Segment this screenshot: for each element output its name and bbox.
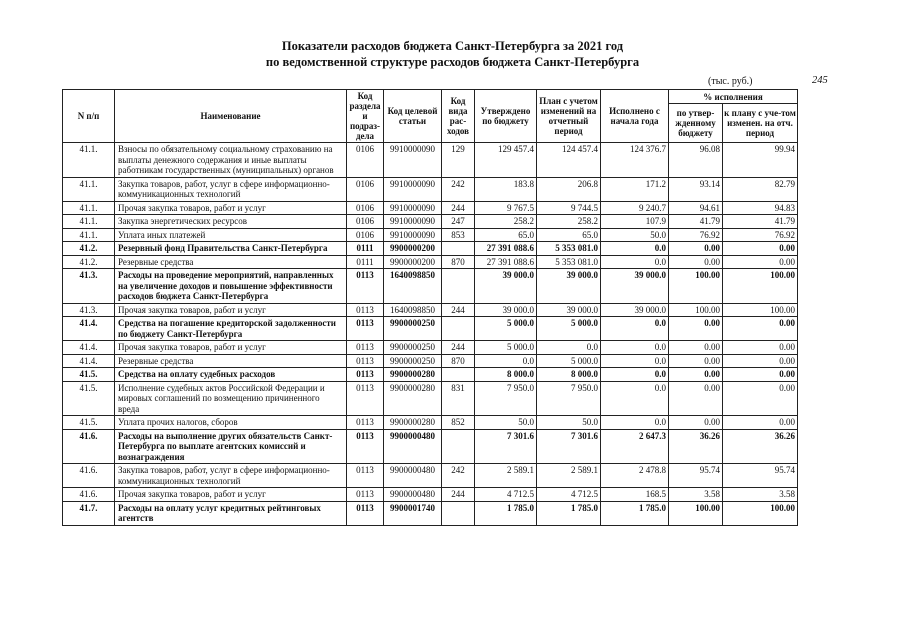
- header-plan: План с учетом изменений на отчетный период: [537, 90, 601, 143]
- row-statya: 9900001740: [384, 501, 442, 525]
- row-num: 41.1.: [63, 215, 115, 229]
- row-vid: 244: [442, 303, 475, 317]
- table-row: [63, 303, 798, 317]
- table-row: [63, 255, 798, 269]
- row-executed: 168.5: [601, 488, 669, 502]
- row-name: Резервные средства: [115, 354, 347, 368]
- row-razdel: 0113: [347, 501, 384, 525]
- row-plan: 258.2: [537, 215, 601, 229]
- row-statya: 9910000090: [384, 215, 442, 229]
- row-statya: 9900000200: [384, 242, 442, 256]
- row-num: 41.6.: [63, 488, 115, 502]
- row-statya: 9900000250: [384, 341, 442, 355]
- row-pct-approved: 76.92: [669, 228, 723, 242]
- row-num: 41.2.: [63, 255, 115, 269]
- row-vid: 852: [442, 416, 475, 430]
- row-statya: 9900000480: [384, 464, 442, 488]
- table-row: [63, 269, 798, 304]
- row-approved: 50.0: [475, 416, 537, 430]
- row-plan: 4 712.5: [537, 488, 601, 502]
- row-num: 41.4.: [63, 317, 115, 341]
- row-num: 41.1.: [63, 177, 115, 201]
- row-approved: 8 000.0: [475, 368, 537, 382]
- row-approved: 1 785.0: [475, 501, 537, 525]
- row-num: 41.4.: [63, 354, 115, 368]
- row-pct-plan: 0.00: [723, 416, 798, 430]
- row-executed: 107.9: [601, 215, 669, 229]
- row-num: 41.5.: [63, 416, 115, 430]
- row-num: 41.2.: [63, 242, 115, 256]
- table-row: [63, 488, 798, 502]
- row-razdel: 0113: [347, 317, 384, 341]
- row-razdel: 0111: [347, 255, 384, 269]
- header-pct-approved: по утвер-жденному бюджету: [669, 104, 723, 143]
- row-executed: 9 240.7: [601, 201, 669, 215]
- header-pct-group: % исполнения: [669, 90, 798, 104]
- row-pct-plan: 3.58: [723, 488, 798, 502]
- row-name: Резервный фонд Правительства Санкт-Петербурга: [115, 242, 347, 256]
- table-row: [63, 416, 798, 430]
- row-executed: 124 376.7: [601, 143, 669, 178]
- row-vid: [442, 368, 475, 382]
- row-razdel: 0106: [347, 177, 384, 201]
- row-plan: 2 589.1: [537, 464, 601, 488]
- row-pct-approved: 100.00: [669, 269, 723, 304]
- row-name: Закупка энергетических ресурсов: [115, 215, 347, 229]
- row-name: Уплата иных платежей: [115, 228, 347, 242]
- row-pct-approved: 93.14: [669, 177, 723, 201]
- row-num: 41.3.: [63, 303, 115, 317]
- row-name: Исполнение судебных актов Российской Федерации и мировых соглашений по возмещению причиненного вреда: [115, 381, 347, 416]
- row-executed: 39 000.0: [601, 303, 669, 317]
- row-pct-plan: 0.00: [723, 242, 798, 256]
- row-executed: 0.0: [601, 341, 669, 355]
- row-statya: 1640098850: [384, 269, 442, 304]
- row-approved: 7 950.0: [475, 381, 537, 416]
- row-executed: 0.0: [601, 416, 669, 430]
- row-approved: 0.0: [475, 354, 537, 368]
- row-pct-approved: 0.00: [669, 381, 723, 416]
- row-approved: 27 391 088.6: [475, 242, 537, 256]
- row-name: Прочая закупка товаров, работ и услуг: [115, 488, 347, 502]
- row-approved: 27 391 088.6: [475, 255, 537, 269]
- table-row: [63, 242, 798, 256]
- row-razdel: 0113: [347, 416, 384, 430]
- header-statya: Код целевой статьи: [384, 90, 442, 143]
- row-plan: 206.8: [537, 177, 601, 201]
- report-title: [0, 38, 905, 70]
- row-executed: 1 785.0: [601, 501, 669, 525]
- row-vid: [442, 269, 475, 304]
- row-plan: 1 785.0: [537, 501, 601, 525]
- row-num: 41.3.: [63, 269, 115, 304]
- row-approved: 39 000.0: [475, 269, 537, 304]
- row-approved: 2 589.1: [475, 464, 537, 488]
- row-plan: 7 301.6: [537, 429, 601, 464]
- row-approved: 258.2: [475, 215, 537, 229]
- row-name: Прочая закупка товаров, работ и услуг: [115, 303, 347, 317]
- row-pct-approved: 3.58: [669, 488, 723, 502]
- row-vid: [442, 429, 475, 464]
- row-pct-approved: 0.00: [669, 416, 723, 430]
- table-row: [63, 429, 798, 464]
- row-num: 41.1.: [63, 228, 115, 242]
- row-approved: 39 000.0: [475, 303, 537, 317]
- row-num: 41.1.: [63, 143, 115, 178]
- row-plan: 65.0: [537, 228, 601, 242]
- row-statya: 9900000200: [384, 255, 442, 269]
- row-name: Уплата прочих налогов, сборов: [115, 416, 347, 430]
- row-approved: 9 767.5: [475, 201, 537, 215]
- row-pct-plan: 0.00: [723, 317, 798, 341]
- row-executed: 171.2: [601, 177, 669, 201]
- row-statya: 9900000280: [384, 368, 442, 382]
- row-executed: 2 647.3: [601, 429, 669, 464]
- row-approved: 7 301.6: [475, 429, 537, 464]
- row-vid: 242: [442, 177, 475, 201]
- row-pct-plan: 0.00: [723, 354, 798, 368]
- row-razdel: 0113: [347, 464, 384, 488]
- table-body: [63, 143, 798, 526]
- row-vid: 870: [442, 354, 475, 368]
- row-pct-approved: 0.00: [669, 317, 723, 341]
- row-vid: [442, 242, 475, 256]
- row-pct-approved: 0.00: [669, 341, 723, 355]
- row-plan: 39 000.0: [537, 303, 601, 317]
- row-num: 41.6.: [63, 464, 115, 488]
- row-name: Прочая закупка товаров, работ и услуг: [115, 341, 347, 355]
- row-pct-approved: 96.08: [669, 143, 723, 178]
- row-vid: 244: [442, 341, 475, 355]
- report-title-line-2: по ведомственной структуре расходов бюджета Санкт-Петербурга: [265, 55, 640, 69]
- row-statya: 9910000090: [384, 177, 442, 201]
- row-name: Резервные средства: [115, 255, 347, 269]
- row-razdel: 0113: [347, 381, 384, 416]
- row-pct-plan: 82.79: [723, 177, 798, 201]
- row-executed: 0.0: [601, 354, 669, 368]
- row-vid: 247: [442, 215, 475, 229]
- row-plan: 39 000.0: [537, 269, 601, 304]
- row-plan: 5 000.0: [537, 317, 601, 341]
- header-vid: Код вида рас-ходов: [442, 90, 475, 143]
- row-pct-approved: 41.79: [669, 215, 723, 229]
- row-statya: 9900000480: [384, 488, 442, 502]
- row-statya: 9900000480: [384, 429, 442, 464]
- row-razdel: 0113: [347, 341, 384, 355]
- row-pct-plan: 100.00: [723, 303, 798, 317]
- row-pct-plan: 99.94: [723, 143, 798, 178]
- row-pct-approved: 0.00: [669, 255, 723, 269]
- table-row: [63, 341, 798, 355]
- row-vid: 129: [442, 143, 475, 178]
- row-plan: 50.0: [537, 416, 601, 430]
- row-pct-approved: 0.00: [669, 242, 723, 256]
- header-num: N п/п: [63, 90, 115, 143]
- row-approved: 65.0: [475, 228, 537, 242]
- row-pct-plan: 0.00: [723, 341, 798, 355]
- row-executed: 0.0: [601, 368, 669, 382]
- row-plan: 9 744.5: [537, 201, 601, 215]
- row-plan: 5 353 081.0: [537, 242, 601, 256]
- table-row: [63, 201, 798, 215]
- row-razdel: 0106: [347, 228, 384, 242]
- row-vid: 870: [442, 255, 475, 269]
- expenditure-table: [62, 89, 798, 526]
- row-pct-plan: 0.00: [723, 368, 798, 382]
- row-plan: 5 353 081.0: [537, 255, 601, 269]
- row-name: Расходы на выполнение других обязательств Санкт-Петербурга по выплате агентских комиссий и вознаграждения: [115, 429, 347, 464]
- row-vid: 853: [442, 228, 475, 242]
- row-approved: 5 000.0: [475, 341, 537, 355]
- row-razdel: 0106: [347, 143, 384, 178]
- row-razdel: 0113: [347, 303, 384, 317]
- row-name: Расходы на проведение мероприятий, направленных на увеличение доходов и повышение эффективности расходов бюджета Санкт-Петербурга: [115, 269, 347, 304]
- table-row: [63, 228, 798, 242]
- row-executed: 39 000.0: [601, 269, 669, 304]
- row-executed: 0.0: [601, 381, 669, 416]
- header-pct-plan: к плану с уче-том изменен. на отч. период: [723, 104, 798, 143]
- table-row: [63, 354, 798, 368]
- row-razdel: 0106: [347, 215, 384, 229]
- table-row: [63, 215, 798, 229]
- row-name: Прочая закупка товаров, работ и услуг: [115, 201, 347, 215]
- table-row: [63, 368, 798, 382]
- row-plan: 0.0: [537, 341, 601, 355]
- row-razdel: 0106: [347, 201, 384, 215]
- row-pct-plan: 41.79: [723, 215, 798, 229]
- row-pct-approved: 0.00: [669, 354, 723, 368]
- row-name: Расходы на оплату услуг кредитных рейтинговых агентств: [115, 501, 347, 525]
- row-executed: 0.0: [601, 242, 669, 256]
- row-pct-approved: 94.61: [669, 201, 723, 215]
- row-statya: 9900000250: [384, 354, 442, 368]
- row-pct-plan: 36.26: [723, 429, 798, 464]
- row-approved: 183.8: [475, 177, 537, 201]
- row-pct-approved: 95.74: [669, 464, 723, 488]
- row-pct-plan: 0.00: [723, 381, 798, 416]
- row-pct-plan: 100.00: [723, 269, 798, 304]
- row-num: 41.1.: [63, 201, 115, 215]
- row-name: Закупка товаров, работ, услуг в сфере информационно-коммуникационных технологий: [115, 177, 347, 201]
- row-pct-approved: 100.00: [669, 501, 723, 525]
- row-num: 41.7.: [63, 501, 115, 525]
- row-vid: 831: [442, 381, 475, 416]
- row-statya: 9900000250: [384, 317, 442, 341]
- row-name: Средства на оплату судебных расходов: [115, 368, 347, 382]
- row-plan: 7 950.0: [537, 381, 601, 416]
- row-pct-plan: 0.00: [723, 255, 798, 269]
- header-name: Наименование: [115, 90, 347, 143]
- row-vid: [442, 317, 475, 341]
- header-executed: Исполнено с начала года: [601, 90, 669, 143]
- row-pct-plan: 100.00: [723, 501, 798, 525]
- row-statya: 9910000090: [384, 228, 442, 242]
- row-executed: 50.0: [601, 228, 669, 242]
- row-vid: 242: [442, 464, 475, 488]
- row-razdel: 0113: [347, 368, 384, 382]
- row-vid: [442, 501, 475, 525]
- row-executed: 0.0: [601, 317, 669, 341]
- row-plan: 5 000.0: [537, 354, 601, 368]
- row-razdel: 0111: [347, 242, 384, 256]
- row-approved: 5 000.0: [475, 317, 537, 341]
- row-num: 41.5.: [63, 381, 115, 416]
- row-num: 41.6.: [63, 429, 115, 464]
- row-plan: 8 000.0: [537, 368, 601, 382]
- row-name: Средства на погашение кредиторской задолженности по бюджету Санкт-Петербурга: [115, 317, 347, 341]
- row-approved: 4 712.5: [475, 488, 537, 502]
- row-statya: 1640098850: [384, 303, 442, 317]
- row-plan: 124 457.4: [537, 143, 601, 178]
- table-row: [63, 177, 798, 201]
- row-name: Закупка товаров, работ, услуг в сфере информационно-коммуникационных технологий: [115, 464, 347, 488]
- row-executed: 0.0: [601, 255, 669, 269]
- page-number: 245: [812, 75, 828, 86]
- row-vid: 244: [442, 201, 475, 215]
- table-row: [63, 464, 798, 488]
- row-razdel: 0113: [347, 354, 384, 368]
- table-row: [63, 501, 798, 525]
- row-executed: 2 478.8: [601, 464, 669, 488]
- row-pct-approved: 100.00: [669, 303, 723, 317]
- table-row: [63, 143, 798, 178]
- row-statya: 9910000090: [384, 201, 442, 215]
- header-razdel: Код раздела и подраз-дела: [347, 90, 384, 143]
- row-razdel: 0113: [347, 488, 384, 502]
- row-num: 41.4.: [63, 341, 115, 355]
- row-statya: 9910000090: [384, 143, 442, 178]
- table-row: [63, 381, 798, 416]
- row-pct-plan: 94.83: [723, 201, 798, 215]
- row-statya: 9900000280: [384, 416, 442, 430]
- unit-label: (тыс. руб.): [708, 76, 753, 87]
- row-vid: 244: [442, 488, 475, 502]
- row-razdel: 0113: [347, 429, 384, 464]
- row-approved: 129 457.4: [475, 143, 537, 178]
- row-pct-plan: 95.74: [723, 464, 798, 488]
- header-approved: Утверждено по бюджету: [475, 90, 537, 143]
- row-statya: 9900000280: [384, 381, 442, 416]
- row-num: 41.5.: [63, 368, 115, 382]
- row-pct-approved: 36.26: [669, 429, 723, 464]
- table-row: [63, 317, 798, 341]
- row-razdel: 0113: [347, 269, 384, 304]
- row-name: Взносы по обязательному социальному страхованию на выплаты денежного содержания и иные выплаты работникам государственных (муниципальных) органов: [115, 143, 347, 178]
- row-pct-approved: 0.00: [669, 368, 723, 382]
- report-title-line-1: Показатели расходов бюджета Санкт-Петербурга за 2021 год: [281, 39, 624, 53]
- row-pct-plan: 76.92: [723, 228, 798, 242]
